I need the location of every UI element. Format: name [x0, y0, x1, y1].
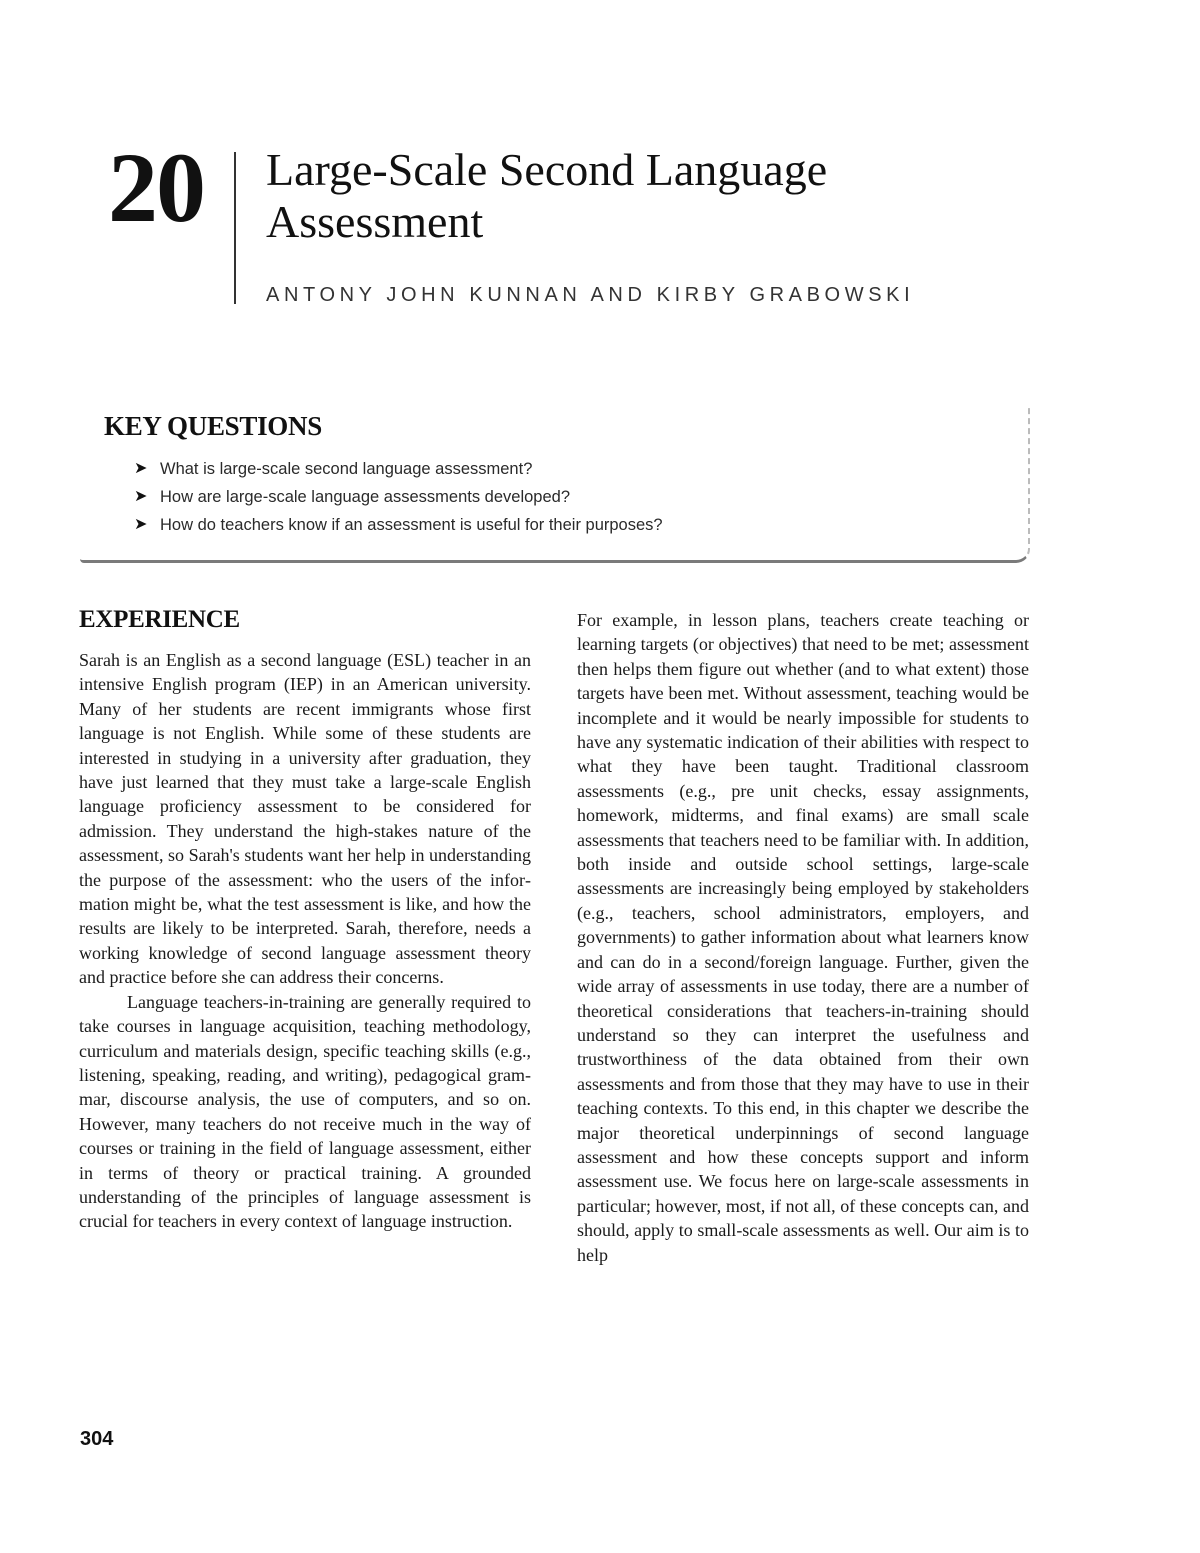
chapter-number: 20: [108, 132, 204, 243]
chapter-authors: ANTONY JOHN KUNNAN AND KIRBY GRABOWSKI: [266, 284, 915, 306]
key-question-text: How are large-scale language assessments developed?: [160, 488, 570, 506]
right-text-column: [577, 608, 1029, 1267]
experience-paragraph-2: Language teachers-in-training are generally required to take courses in language acquisition, teaching methodology, curriculum and materials design, specific teaching skills (e.g., listening, speaking, reading, and writing), pedagogical grammar, discourse analysis, the use of computers, and so on. However, many teachers do not receive much in the way of courses or training in the field of language assessment, either in terms of theory or practical training. A grounded understanding of the principles of language assessment is crucial for teachers in every context of language instruction.: [79, 991, 531, 1232]
key-questions-list: [134, 455, 663, 539]
arrow-bullet-icon: ➤: [134, 460, 148, 477]
arrow-bullet-icon: ➤: [134, 488, 148, 505]
key-question-item: [134, 511, 663, 539]
experience-heading: EXPERIENCE: [79, 606, 240, 633]
page-number: 304: [80, 1428, 114, 1450]
left-text-column: [79, 648, 531, 1234]
key-question-text: How do teachers know if an assessment is useful for their purposes?: [160, 516, 663, 534]
arrow-bullet-icon: ➤: [134, 516, 148, 533]
chapter-title-line-2: Assessment: [266, 196, 484, 247]
experience-paragraph-3: For example, in lesson plans, teachers create teaching or learning targets (or objectives) that need to be met; assessment then helps them figure out whether (and to what extent) those targets have been met. Without assessment, teaching would be incomplete and it would be nearly impossible for students to have any systematic indication of their abilities with respect to what they have been taught. Traditional classroom assessments (e.g., pre unit checks, essay assignments, homework, midterms, and final exams) are small scale assessments that teachers need to be familiar with. In addition, both inside and outside school settings, large-scale assessments are increasingly being employed by stakeholders (e.g., teachers, school administrators, employers, and governments) to gather information about what learners know and can do in a second/foreign language. Further, given the wide array of assessments in use today, there are a number of theoretical considerations that teachers-in-training should understand so they can interpret the usefulness and trustworthiness of the data obtained from their own assessments and from those that they may have to use in their teaching contexts. To this end, in this chapter we describe the major theoretical underpinnings of second language assessment and how these concepts support and inform assessment use. We focus here on large-scale assessments in particular; however, most, if not all, of these concepts can, and should, apply to small-scale assessments as well. Our aim is to help: [577, 610, 1029, 1265]
experience-paragraph-1: Sarah is an English as a second language (ESL) teacher in an intensive English program (IEP) in an American university. Many of her students are recent immigrants whose first language is not English. While some of these students are interested in studying in a university after graduation, they have just learned that they must take a large-scale English language proficiency assessment to be considered for admission. They understand the high-stakes nature of the assessment, so Sarah's students want her help in understanding the purpose of the assessment: who the users of the information might be, what the test assessment is like, and how the results are likely to be interpreted. Sarah, therefore, needs a working knowledge of second language assessment theory and practice before she can address their concerns.: [79, 650, 531, 988]
chapter-divider-rule: [234, 152, 236, 304]
chapter-title-line-1: Large-Scale Second Language: [266, 144, 828, 195]
key-question-item: [134, 483, 663, 511]
key-questions-heading: KEY QUESTIONS: [104, 411, 322, 441]
chapter-title: [266, 144, 1026, 248]
key-question-item: [134, 455, 663, 483]
key-question-text: What is large-scale second language assessment?: [160, 460, 533, 478]
